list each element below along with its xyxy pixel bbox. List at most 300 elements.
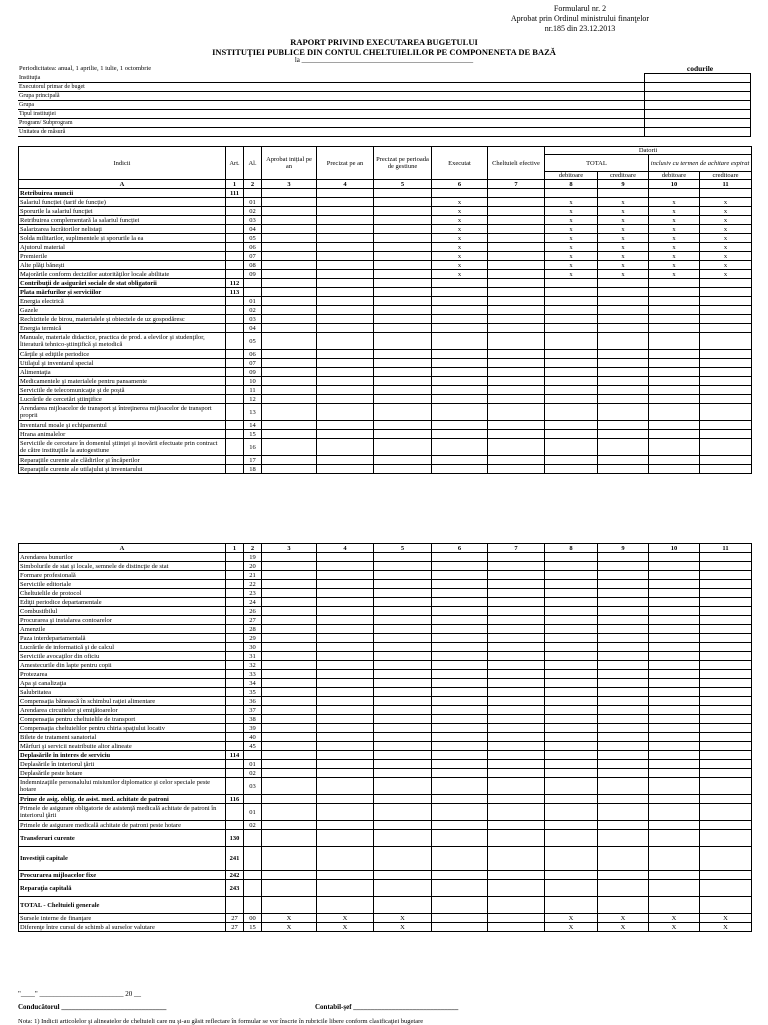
value-cell-col-11[interactable]: [700, 724, 752, 733]
value-cell-col-4[interactable]: [317, 421, 374, 430]
value-cell-col-6[interactable]: [432, 189, 488, 198]
value-cell-col-8[interactable]: [545, 377, 598, 386]
value-cell-col-8[interactable]: [545, 634, 598, 643]
value-cell-col-8[interactable]: [545, 598, 598, 607]
value-cell-col-7[interactable]: [488, 359, 545, 368]
value-cell-col-5[interactable]: [374, 688, 432, 697]
value-cell-col-9[interactable]: [598, 359, 649, 368]
value-cell-col-5[interactable]: [374, 760, 432, 769]
value-cell-col-9[interactable]: x: [598, 243, 649, 252]
value-cell-col-4[interactable]: [317, 688, 374, 697]
value-cell-col-4[interactable]: [317, 733, 374, 742]
value-cell-col-11[interactable]: [700, 386, 752, 395]
value-cell-col-11[interactable]: x: [700, 270, 752, 279]
value-cell-col-4[interactable]: [317, 386, 374, 395]
value-cell-col-7[interactable]: [488, 234, 545, 243]
value-cell-col-6[interactable]: [432, 553, 488, 562]
value-cell-col-5[interactable]: [374, 742, 432, 751]
value-cell-col-7[interactable]: [488, 625, 545, 634]
value-cell-col-8[interactable]: [545, 607, 598, 616]
value-cell-col-5[interactable]: [374, 243, 432, 252]
value-cell-col-8[interactable]: [545, 359, 598, 368]
value-cell-col-6[interactable]: [432, 616, 488, 625]
value-cell-col-6[interactable]: x: [432, 270, 488, 279]
value-cell-col-10[interactable]: [649, 439, 700, 456]
value-cell-col-7[interactable]: [488, 616, 545, 625]
value-cell-col-7[interactable]: [488, 769, 545, 778]
value-cell-col-9[interactable]: [598, 324, 649, 333]
value-cell-col-4[interactable]: [317, 430, 374, 439]
value-cell-col-11[interactable]: x: [700, 252, 752, 261]
value-cell-col-5[interactable]: [374, 368, 432, 377]
value-cell-col-7[interactable]: [488, 580, 545, 589]
value-cell-col-6[interactable]: x: [432, 225, 488, 234]
value-cell-col-6[interactable]: [432, 395, 488, 404]
value-cell-col-8[interactable]: [545, 778, 598, 795]
value-cell-col-6[interactable]: [432, 652, 488, 661]
value-cell-col-4[interactable]: [317, 297, 374, 306]
value-cell-col-7[interactable]: [488, 350, 545, 359]
value-cell-col-11[interactable]: [700, 697, 752, 706]
value-cell-col-5[interactable]: [374, 216, 432, 225]
value-cell-col-9[interactable]: [598, 306, 649, 315]
value-cell-col-3[interactable]: [262, 821, 317, 830]
value-cell-col-9[interactable]: [598, 661, 649, 670]
value-cell-col-10[interactable]: [649, 456, 700, 465]
value-cell-col-5[interactable]: [374, 234, 432, 243]
value-cell-col-4[interactable]: [317, 288, 374, 297]
value-cell-col-8[interactable]: [545, 189, 598, 198]
value-cell-col-10[interactable]: [649, 580, 700, 589]
value-cell-col-3[interactable]: [262, 652, 317, 661]
value-cell-col-9[interactable]: X: [598, 923, 649, 932]
value-cell-col-6[interactable]: [432, 607, 488, 616]
value-cell-col-5[interactable]: [374, 350, 432, 359]
value-cell-col-5[interactable]: [374, 333, 432, 350]
value-cell-col-6[interactable]: [432, 279, 488, 288]
value-cell-col-10[interactable]: [649, 359, 700, 368]
value-cell-col-11[interactable]: [700, 897, 752, 914]
value-cell-col-8[interactable]: [545, 804, 598, 821]
value-cell-col-11[interactable]: x: [700, 225, 752, 234]
value-cell-col-9[interactable]: [598, 847, 649, 871]
value-cell-col-8[interactable]: [545, 880, 598, 897]
value-cell-col-6[interactable]: [432, 456, 488, 465]
value-cell-col-6[interactable]: x: [432, 234, 488, 243]
value-cell-col-4[interactable]: [317, 751, 374, 760]
value-cell-col-4[interactable]: [317, 880, 374, 897]
value-cell-col-8[interactable]: x: [545, 207, 598, 216]
value-cell-col-7[interactable]: [488, 742, 545, 751]
value-cell-col-3[interactable]: [262, 404, 317, 421]
value-cell-col-10[interactable]: x: [649, 207, 700, 216]
value-cell-col-6[interactable]: [432, 465, 488, 474]
value-cell-col-11[interactable]: x: [700, 216, 752, 225]
value-cell-col-8[interactable]: [545, 306, 598, 315]
value-cell-col-10[interactable]: x: [649, 198, 700, 207]
value-cell-col-9[interactable]: [598, 368, 649, 377]
value-cell-col-5[interactable]: [374, 897, 432, 914]
value-cell-col-8[interactable]: X: [545, 923, 598, 932]
value-cell-col-6[interactable]: x: [432, 216, 488, 225]
value-cell-col-8[interactable]: x: [545, 270, 598, 279]
value-cell-col-4[interactable]: [317, 661, 374, 670]
value-cell-col-7[interactable]: [488, 760, 545, 769]
value-cell-col-8[interactable]: x: [545, 216, 598, 225]
value-cell-col-7[interactable]: [488, 324, 545, 333]
value-cell-col-8[interactable]: [545, 724, 598, 733]
value-cell-col-9[interactable]: [598, 688, 649, 697]
value-cell-col-8[interactable]: [545, 751, 598, 760]
value-cell-col-3[interactable]: [262, 607, 317, 616]
value-cell-col-5[interactable]: [374, 616, 432, 625]
value-cell-col-5[interactable]: [374, 670, 432, 679]
value-cell-col-5[interactable]: [374, 751, 432, 760]
value-cell-col-3[interactable]: [262, 270, 317, 279]
value-cell-col-5[interactable]: [374, 679, 432, 688]
value-cell-col-8[interactable]: [545, 697, 598, 706]
value-cell-col-8[interactable]: [545, 333, 598, 350]
value-cell-col-9[interactable]: [598, 652, 649, 661]
value-cell-col-5[interactable]: [374, 634, 432, 643]
value-cell-col-9[interactable]: [598, 350, 649, 359]
value-cell-col-6[interactable]: [432, 643, 488, 652]
value-cell-col-8[interactable]: X: [545, 914, 598, 923]
value-cell-col-6[interactable]: [432, 580, 488, 589]
value-cell-col-7[interactable]: [488, 297, 545, 306]
value-cell-col-3[interactable]: [262, 679, 317, 688]
value-cell-col-5[interactable]: [374, 821, 432, 830]
value-cell-col-6[interactable]: [432, 847, 488, 871]
value-cell-col-3[interactable]: [262, 553, 317, 562]
value-cell-col-5[interactable]: [374, 795, 432, 804]
value-cell-col-3[interactable]: X: [262, 914, 317, 923]
value-cell-col-4[interactable]: [317, 821, 374, 830]
value-cell-col-5[interactable]: [374, 804, 432, 821]
value-cell-col-5[interactable]: [374, 386, 432, 395]
value-cell-col-9[interactable]: [598, 430, 649, 439]
value-cell-col-10[interactable]: [649, 751, 700, 760]
value-cell-col-4[interactable]: [317, 625, 374, 634]
value-cell-col-7[interactable]: [488, 871, 545, 880]
value-cell-col-11[interactable]: [700, 430, 752, 439]
value-cell-col-3[interactable]: [262, 261, 317, 270]
value-cell-col-11[interactable]: [700, 751, 752, 760]
value-cell-col-5[interactable]: [374, 261, 432, 270]
value-cell-col-8[interactable]: [545, 386, 598, 395]
value-cell-col-3[interactable]: [262, 216, 317, 225]
value-cell-col-10[interactable]: [649, 715, 700, 724]
value-cell-col-7[interactable]: [488, 386, 545, 395]
value-cell-col-6[interactable]: [432, 670, 488, 679]
value-cell-col-7[interactable]: [488, 243, 545, 252]
value-cell-col-4[interactable]: [317, 760, 374, 769]
value-cell-col-7[interactable]: [488, 562, 545, 571]
value-cell-col-11[interactable]: [700, 465, 752, 474]
value-cell-col-9[interactable]: x: [598, 216, 649, 225]
value-cell-col-4[interactable]: [317, 562, 374, 571]
value-cell-col-10[interactable]: x: [649, 225, 700, 234]
value-cell-col-4[interactable]: [317, 742, 374, 751]
value-cell-col-10[interactable]: x: [649, 261, 700, 270]
value-cell-col-4[interactable]: [317, 252, 374, 261]
value-cell-col-7[interactable]: [488, 688, 545, 697]
value-cell-col-6[interactable]: [432, 297, 488, 306]
value-cell-col-8[interactable]: [545, 670, 598, 679]
value-cell-col-5[interactable]: [374, 359, 432, 368]
value-cell-col-10[interactable]: [649, 465, 700, 474]
value-cell-col-10[interactable]: [649, 821, 700, 830]
value-cell-col-11[interactable]: x: [700, 234, 752, 243]
value-cell-col-4[interactable]: [317, 359, 374, 368]
value-cell-col-9[interactable]: [598, 333, 649, 350]
value-cell-col-11[interactable]: X: [700, 914, 752, 923]
value-cell-col-10[interactable]: [649, 189, 700, 198]
value-cell-col-5[interactable]: [374, 661, 432, 670]
value-cell-col-7[interactable]: [488, 421, 545, 430]
value-cell-col-3[interactable]: [262, 871, 317, 880]
value-cell-col-9[interactable]: x: [598, 270, 649, 279]
value-cell-col-8[interactable]: x: [545, 261, 598, 270]
value-cell-col-8[interactable]: [545, 279, 598, 288]
value-cell-col-10[interactable]: [649, 760, 700, 769]
value-cell-col-10[interactable]: X: [649, 914, 700, 923]
value-cell-col-8[interactable]: [545, 553, 598, 562]
value-cell-col-10[interactable]: x: [649, 216, 700, 225]
value-cell-col-6[interactable]: [432, 830, 488, 847]
value-cell-col-7[interactable]: [488, 679, 545, 688]
value-cell-col-3[interactable]: [262, 243, 317, 252]
value-cell-col-7[interactable]: [488, 198, 545, 207]
value-cell-col-8[interactable]: x: [545, 225, 598, 234]
value-cell-col-4[interactable]: [317, 634, 374, 643]
value-cell-col-4[interactable]: [317, 871, 374, 880]
value-cell-col-10[interactable]: [649, 830, 700, 847]
value-cell-col-11[interactable]: [700, 324, 752, 333]
value-cell-col-3[interactable]: [262, 288, 317, 297]
value-cell-col-9[interactable]: [598, 315, 649, 324]
value-cell-col-10[interactable]: x: [649, 234, 700, 243]
value-cell-col-8[interactable]: [545, 679, 598, 688]
value-cell-col-5[interactable]: [374, 571, 432, 580]
value-cell-col-9[interactable]: [598, 456, 649, 465]
value-cell-col-3[interactable]: [262, 706, 317, 715]
value-cell-col-11[interactable]: X: [700, 923, 752, 932]
value-cell-col-8[interactable]: [545, 760, 598, 769]
value-cell-col-9[interactable]: [598, 571, 649, 580]
value-cell-col-3[interactable]: [262, 456, 317, 465]
value-cell-col-9[interactable]: [598, 880, 649, 897]
value-cell-col-6[interactable]: [432, 897, 488, 914]
value-cell-col-11[interactable]: [700, 778, 752, 795]
value-cell-col-10[interactable]: [649, 571, 700, 580]
value-cell-col-11[interactable]: [700, 359, 752, 368]
value-cell-col-4[interactable]: [317, 315, 374, 324]
value-cell-col-4[interactable]: [317, 697, 374, 706]
value-cell-col-6[interactable]: [432, 923, 488, 932]
value-cell-col-4[interactable]: [317, 279, 374, 288]
value-cell-col-8[interactable]: [545, 830, 598, 847]
value-cell-col-6[interactable]: [432, 439, 488, 456]
value-cell-col-7[interactable]: [488, 751, 545, 760]
value-cell-col-11[interactable]: [700, 661, 752, 670]
value-cell-col-4[interactable]: [317, 456, 374, 465]
value-cell-col-6[interactable]: [432, 421, 488, 430]
value-cell-col-5[interactable]: [374, 715, 432, 724]
value-cell-col-9[interactable]: [598, 589, 649, 598]
value-cell-col-3[interactable]: [262, 324, 317, 333]
value-cell-col-10[interactable]: [649, 795, 700, 804]
value-cell-col-8[interactable]: [545, 897, 598, 914]
value-cell-col-6[interactable]: [432, 733, 488, 742]
value-cell-col-10[interactable]: [649, 562, 700, 571]
value-cell-col-3[interactable]: [262, 306, 317, 315]
value-cell-col-3[interactable]: [262, 778, 317, 795]
value-cell-col-4[interactable]: [317, 207, 374, 216]
value-cell-col-3[interactable]: [262, 359, 317, 368]
value-cell-col-4[interactable]: [317, 306, 374, 315]
value-cell-col-10[interactable]: [649, 634, 700, 643]
value-cell-col-7[interactable]: [488, 661, 545, 670]
value-cell-col-3[interactable]: [262, 333, 317, 350]
value-cell-col-9[interactable]: [598, 897, 649, 914]
value-cell-col-10[interactable]: [649, 897, 700, 914]
value-cell-col-7[interactable]: [488, 395, 545, 404]
value-cell-col-6[interactable]: [432, 571, 488, 580]
value-cell-col-11[interactable]: x: [700, 261, 752, 270]
value-cell-col-8[interactable]: [545, 871, 598, 880]
value-cell-col-6[interactable]: [432, 751, 488, 760]
value-cell-col-11[interactable]: [700, 679, 752, 688]
value-cell-col-9[interactable]: [598, 697, 649, 706]
value-cell-col-10[interactable]: [649, 607, 700, 616]
value-cell-col-7[interactable]: [488, 643, 545, 652]
value-cell-col-11[interactable]: [700, 297, 752, 306]
value-cell-col-3[interactable]: [262, 616, 317, 625]
value-cell-col-3[interactable]: [262, 688, 317, 697]
value-cell-col-7[interactable]: [488, 368, 545, 377]
value-cell-col-10[interactable]: [649, 804, 700, 821]
value-cell-col-9[interactable]: [598, 421, 649, 430]
value-cell-col-6[interactable]: [432, 688, 488, 697]
value-cell-col-9[interactable]: [598, 821, 649, 830]
value-cell-col-6[interactable]: [432, 804, 488, 821]
value-cell-col-4[interactable]: X: [317, 914, 374, 923]
value-cell-col-7[interactable]: [488, 288, 545, 297]
value-cell-col-11[interactable]: [700, 871, 752, 880]
value-cell-col-5[interactable]: [374, 395, 432, 404]
value-cell-col-3[interactable]: [262, 198, 317, 207]
value-cell-col-8[interactable]: [545, 456, 598, 465]
value-cell-col-7[interactable]: [488, 880, 545, 897]
value-cell-col-9[interactable]: [598, 553, 649, 562]
value-cell-col-8[interactable]: [545, 821, 598, 830]
value-cell-col-9[interactable]: [598, 580, 649, 589]
value-cell-col-7[interactable]: [488, 430, 545, 439]
value-cell-col-6[interactable]: [432, 795, 488, 804]
value-cell-col-9[interactable]: [598, 733, 649, 742]
value-cell-col-11[interactable]: [700, 288, 752, 297]
value-cell-col-11[interactable]: [700, 634, 752, 643]
value-cell-col-11[interactable]: [700, 421, 752, 430]
value-cell-col-5[interactable]: [374, 697, 432, 706]
value-cell-col-7[interactable]: [488, 821, 545, 830]
value-cell-col-5[interactable]: X: [374, 923, 432, 932]
value-cell-col-11[interactable]: [700, 706, 752, 715]
value-cell-col-6[interactable]: [432, 880, 488, 897]
value-cell-col-7[interactable]: [488, 270, 545, 279]
value-cell-col-3[interactable]: [262, 225, 317, 234]
value-cell-col-7[interactable]: [488, 830, 545, 847]
value-cell-col-5[interactable]: [374, 306, 432, 315]
value-cell-col-10[interactable]: [649, 404, 700, 421]
value-cell-col-7[interactable]: [488, 225, 545, 234]
value-cell-col-6[interactable]: [432, 715, 488, 724]
value-cell-col-3[interactable]: [262, 580, 317, 589]
value-cell-col-10[interactable]: [649, 324, 700, 333]
value-cell-col-7[interactable]: [488, 715, 545, 724]
value-cell-col-9[interactable]: x: [598, 234, 649, 243]
value-cell-col-6[interactable]: [432, 821, 488, 830]
value-cell-col-10[interactable]: [649, 742, 700, 751]
value-cell-col-7[interactable]: [488, 333, 545, 350]
value-cell-col-7[interactable]: [488, 923, 545, 932]
id-code-field[interactable]: [644, 83, 750, 92]
value-cell-col-4[interactable]: [317, 589, 374, 598]
value-cell-col-11[interactable]: [700, 795, 752, 804]
value-cell-col-8[interactable]: [545, 421, 598, 430]
value-cell-col-7[interactable]: [488, 724, 545, 733]
value-cell-col-9[interactable]: x: [598, 207, 649, 216]
value-cell-col-10[interactable]: [649, 616, 700, 625]
value-cell-col-10[interactable]: x: [649, 270, 700, 279]
value-cell-col-4[interactable]: [317, 465, 374, 474]
value-cell-col-7[interactable]: [488, 795, 545, 804]
value-cell-col-4[interactable]: [317, 607, 374, 616]
value-cell-col-7[interactable]: [488, 306, 545, 315]
value-cell-col-6[interactable]: [432, 359, 488, 368]
value-cell-col-5[interactable]: [374, 652, 432, 661]
value-cell-col-11[interactable]: [700, 715, 752, 724]
value-cell-col-5[interactable]: [374, 189, 432, 198]
value-cell-col-9[interactable]: [598, 404, 649, 421]
value-cell-col-8[interactable]: x: [545, 198, 598, 207]
value-cell-col-8[interactable]: [545, 324, 598, 333]
value-cell-col-5[interactable]: [374, 830, 432, 847]
value-cell-col-4[interactable]: [317, 395, 374, 404]
value-cell-col-11[interactable]: [700, 760, 752, 769]
value-cell-col-10[interactable]: [649, 688, 700, 697]
value-cell-col-3[interactable]: [262, 724, 317, 733]
value-cell-col-5[interactable]: [374, 404, 432, 421]
value-cell-col-7[interactable]: [488, 733, 545, 742]
value-cell-col-3[interactable]: [262, 634, 317, 643]
value-cell-col-10[interactable]: [649, 670, 700, 679]
value-cell-col-6[interactable]: [432, 306, 488, 315]
value-cell-col-6[interactable]: x: [432, 198, 488, 207]
value-cell-col-11[interactable]: [700, 333, 752, 350]
value-cell-col-10[interactable]: [649, 368, 700, 377]
value-cell-col-3[interactable]: [262, 297, 317, 306]
value-cell-col-11[interactable]: [700, 598, 752, 607]
value-cell-col-5[interactable]: [374, 598, 432, 607]
value-cell-col-7[interactable]: [488, 279, 545, 288]
value-cell-col-3[interactable]: [262, 733, 317, 742]
value-cell-col-6[interactable]: [432, 742, 488, 751]
value-cell-col-8[interactable]: [545, 315, 598, 324]
value-cell-col-11[interactable]: [700, 306, 752, 315]
value-cell-col-10[interactable]: [649, 733, 700, 742]
